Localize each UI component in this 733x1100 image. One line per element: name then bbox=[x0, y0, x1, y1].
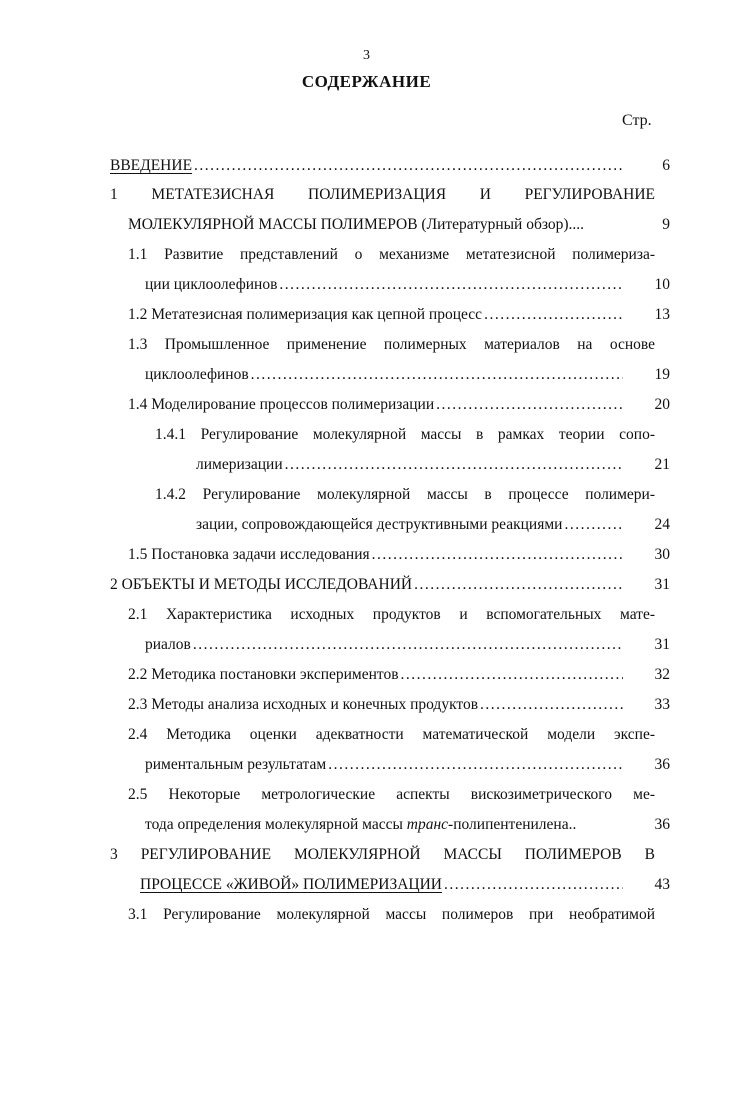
toc-entry-s2-4-line2[interactable] bbox=[145, 755, 625, 775]
toc-entry-label: циклоолефинов bbox=[145, 366, 249, 383]
toc-page-number: 21 bbox=[654, 456, 670, 473]
toc-entry-ch3-line2[interactable] bbox=[140, 875, 625, 895]
toc-page-number: 10 bbox=[654, 276, 670, 293]
toc-entry-s2-2[interactable] bbox=[128, 665, 625, 685]
page-column-header: Стр. bbox=[622, 112, 652, 129]
dot-leader bbox=[285, 455, 623, 475]
dot-leader bbox=[401, 665, 623, 685]
toc-page-number: 31 bbox=[654, 636, 670, 653]
toc-entry-s1-4-2-line2[interactable] bbox=[196, 515, 625, 535]
toc-page-number: 9 bbox=[662, 216, 670, 233]
dot-leader bbox=[480, 695, 623, 715]
toc-page-number: 36 bbox=[654, 816, 670, 833]
toc-entry-ch2[interactable] bbox=[110, 575, 625, 595]
dot-leader bbox=[194, 156, 623, 176]
toc-entry-s1-1-line1[interactable]: 1.1 Развитие представлений о механизме метатезисной полимериза- bbox=[128, 246, 655, 263]
toc-entry-label: 1.2 Метатезисная полимеризация как цепной процесс bbox=[128, 306, 483, 323]
toc-entry-label: тода определения молекулярной массы bbox=[145, 816, 407, 833]
dot-leader bbox=[193, 635, 623, 655]
dot-leader bbox=[279, 275, 623, 295]
toc-entry-s3-1-line1[interactable]: 3.1 Регулирование молекулярной массы полимеров при необратимой bbox=[128, 906, 655, 923]
toc-entry-label: зации, сопровождающейся деструктивными реакциями bbox=[196, 516, 563, 533]
toc-entry-italic-term: транс bbox=[406, 816, 449, 833]
toc-entry-label: 2 ОБЪЕКТЫ И МЕТОДЫ ИССЛЕДОВАНИЙ bbox=[110, 576, 413, 593]
toc-entry-ch1-line1[interactable]: 1 МЕТАТЕЗИСНАЯ ПОЛИМЕРИЗАЦИЯ И РЕГУЛИРОВАНИЕ bbox=[110, 186, 655, 203]
toc-entry-s2-3[interactable] bbox=[128, 695, 625, 715]
toc-entry-label: лимеризации bbox=[196, 456, 283, 473]
toc-entry-label: риалов bbox=[145, 636, 191, 653]
toc-entry-label-tail: -полипентенилена.. bbox=[448, 816, 577, 833]
dot-leader bbox=[414, 575, 623, 595]
toc-page-number: 20 bbox=[654, 396, 670, 413]
toc-entry-label: 2.2 Методика постановки экспериментов bbox=[128, 666, 399, 683]
toc-page-number: 24 bbox=[654, 516, 670, 533]
toc-entry-s1-4-1-line1[interactable]: 1.4.1 Регулирование молекулярной массы в рамках теории сопо- bbox=[155, 426, 655, 443]
toc-entry-s1-5[interactable] bbox=[128, 545, 625, 565]
dot-leader bbox=[564, 515, 623, 535]
dot-leader bbox=[251, 365, 623, 385]
toc-entry-label: риментальным результатам bbox=[145, 756, 327, 773]
dot-leader bbox=[436, 395, 623, 415]
dot-leader bbox=[444, 875, 623, 895]
toc-page-number: 32 bbox=[654, 666, 670, 683]
toc-page-number: 6 bbox=[662, 157, 670, 174]
toc-entry-s1-4[interactable] bbox=[128, 395, 625, 415]
page-number: 3 bbox=[363, 48, 370, 63]
toc-page-number: 33 bbox=[654, 696, 670, 713]
toc-entry-s2-1-line2[interactable] bbox=[145, 635, 625, 655]
toc-page-number: 36 bbox=[654, 756, 670, 773]
toc-entry-s1-2[interactable] bbox=[128, 305, 625, 325]
toc-page-number: 19 bbox=[654, 366, 670, 383]
toc-entry-s1-4-1-line2[interactable] bbox=[196, 455, 625, 475]
toc-entry-s1-3-line1[interactable]: 1.3 Промышленное применение полимерных материалов на основе bbox=[128, 336, 655, 353]
toc-entry-s1-3-line2[interactable] bbox=[145, 365, 625, 385]
toc-page-number: 31 bbox=[654, 576, 670, 593]
toc-entry-label: 2.3 Методы анализа исходных и конечных продуктов bbox=[128, 696, 479, 713]
toc-entry-intro[interactable] bbox=[110, 156, 625, 176]
toc-entry-label: ПРОЦЕССЕ «ЖИВОЙ» ПОЛИМЕРИЗАЦИИ bbox=[140, 876, 442, 893]
toc-entry-ch3-line1[interactable]: 3 РЕГУЛИРОВАНИЕ МОЛЕКУЛЯРНОЙ МАССЫ ПОЛИМЕРОВ В bbox=[110, 846, 655, 863]
toc-entry-s2-5-line2[interactable] bbox=[145, 815, 576, 835]
dot-leader bbox=[328, 755, 623, 775]
toc-entry-label: 1.4 Моделирование процессов полимеризации bbox=[128, 396, 435, 413]
dot-leader bbox=[372, 545, 623, 565]
toc-entry-ch1-line2[interactable]: МОЛЕКУЛЯРНОЙ МАССЫ ПОЛИМЕРОВ (Литературный обзор).... bbox=[128, 216, 585, 233]
toc-entry-label: ции циклоолефинов bbox=[145, 276, 278, 293]
toc-entry-s2-5-line1[interactable]: 2.5 Некоторые метрологические аспекты вискозиметрического ме- bbox=[128, 786, 655, 803]
toc-entry-s1-1-line2[interactable] bbox=[145, 275, 625, 295]
toc-page-number: 30 bbox=[654, 546, 670, 563]
toc-entry-s1-4-2-line1[interactable]: 1.4.2 Регулирование молекулярной массы в процессе полимери- bbox=[155, 486, 655, 503]
toc-entry-label: ВВЕДЕНИЕ bbox=[110, 157, 193, 174]
toc-entry-label: 1.5 Постановка задачи исследования bbox=[128, 546, 370, 563]
toc-entry-s2-4-line1[interactable]: 2.4 Методика оценки адекватности математической модели экспе- bbox=[128, 726, 655, 743]
toc-page-number: 43 bbox=[654, 876, 670, 893]
toc-page-number: 13 bbox=[654, 306, 670, 323]
toc-entry-s2-1-line1[interactable]: 2.1 Характеристика исходных продуктов и вспомогательных мате- bbox=[128, 606, 655, 623]
page-title: СОДЕРЖАНИЕ bbox=[301, 72, 432, 91]
dot-leader bbox=[484, 305, 623, 325]
